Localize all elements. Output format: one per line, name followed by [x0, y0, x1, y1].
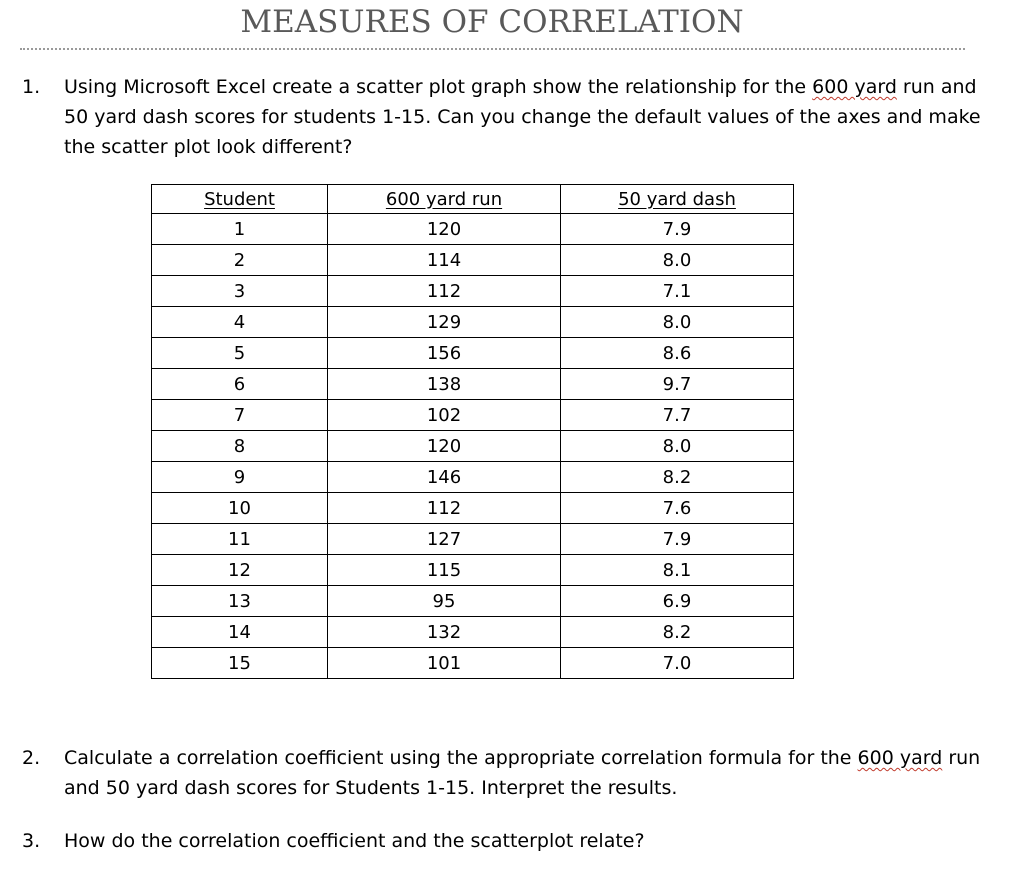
- run-600-cell: 120: [328, 214, 561, 245]
- student-cell: 9: [152, 462, 328, 493]
- dash-50-cell: 8.6: [561, 338, 794, 369]
- run-600-cell: 129: [328, 307, 561, 338]
- table-row: [152, 307, 794, 338]
- run-600-cell: 120: [328, 431, 561, 462]
- run-600-cell: 112: [328, 493, 561, 524]
- spellcheck-flagged-text: 600 yard: [857, 747, 943, 769]
- student-cell: 10: [152, 493, 328, 524]
- dash-50-cell: 7.6: [561, 493, 794, 524]
- table-row: [152, 369, 794, 400]
- run-600-cell: 146: [328, 462, 561, 493]
- dash-50-cell: 7.9: [561, 214, 794, 245]
- student-cell: 2: [152, 245, 328, 276]
- run-600-cell: 127: [328, 524, 561, 555]
- table-row: [152, 400, 794, 431]
- dash-50-cell: 7.9: [561, 524, 794, 555]
- table-row: [152, 493, 794, 524]
- student-cell: 6: [152, 369, 328, 400]
- column-header-student: Student: [152, 185, 328, 214]
- dash-50-cell: 8.2: [561, 462, 794, 493]
- dash-50-cell: 6.9: [561, 586, 794, 617]
- run-600-cell: 102: [328, 400, 561, 431]
- run-600-cell: 95: [328, 586, 561, 617]
- question-text: [64, 72, 982, 162]
- student-cell: 7: [152, 400, 328, 431]
- scores-table: [151, 184, 794, 679]
- question-1: [22, 72, 982, 162]
- spellcheck-flagged-text: 600 yard: [812, 76, 897, 98]
- table-row: [152, 648, 794, 679]
- dash-50-cell: 8.2: [561, 617, 794, 648]
- student-cell: 14: [152, 617, 328, 648]
- student-cell: 11: [152, 524, 328, 555]
- table-row: [152, 555, 794, 586]
- column-header-600-yard-run: 600 yard run: [328, 185, 561, 214]
- dash-50-cell: 9.7: [561, 369, 794, 400]
- dash-50-cell: 8.1: [561, 555, 794, 586]
- dash-50-cell: 7.0: [561, 648, 794, 679]
- question-text: [64, 743, 982, 803]
- student-cell: 1: [152, 214, 328, 245]
- table-row: [152, 586, 794, 617]
- dash-50-cell: 8.0: [561, 245, 794, 276]
- run-600-cell: 101: [328, 648, 561, 679]
- student-cell: 12: [152, 555, 328, 586]
- table-row: [152, 524, 794, 555]
- run-600-cell: 112: [328, 276, 561, 307]
- student-cell: 3: [152, 276, 328, 307]
- table-row: [152, 338, 794, 369]
- dash-50-cell: 7.7: [561, 400, 794, 431]
- run-600-cell: 138: [328, 369, 561, 400]
- question-number: 3.: [22, 830, 41, 852]
- table-row: [152, 214, 794, 245]
- question-3: [22, 826, 982, 856]
- table-row: [152, 462, 794, 493]
- question-text-part: run and 50 yard dash scores for students 1-15. Can you change the default values of the axes and make the scatter plot look different?: [64, 76, 981, 158]
- run-600-cell: 156: [328, 338, 561, 369]
- question-number: 2.: [22, 747, 41, 769]
- question-text-part: Calculate a correlation coefficient using the appropriate correlation formula for the: [64, 747, 858, 769]
- dash-50-cell: 8.0: [561, 431, 794, 462]
- question-number: 1.: [22, 76, 41, 98]
- run-600-cell: 115: [328, 555, 561, 586]
- student-cell: 13: [152, 586, 328, 617]
- title-divider: [20, 48, 965, 50]
- table-row: [152, 276, 794, 307]
- dash-50-cell: 7.1: [561, 276, 794, 307]
- question-text-part: run and 50 yard dash scores for Students 1-15. Interpret the results.: [64, 747, 981, 799]
- dash-50-cell: 8.0: [561, 307, 794, 338]
- run-600-cell: 132: [328, 617, 561, 648]
- student-cell: 15: [152, 648, 328, 679]
- student-cell: 4: [152, 307, 328, 338]
- page-title: MEASURES OF CORRELATION: [240, 4, 744, 40]
- question-text-part: Using Microsoft Excel create a scatter plot graph show the relationship for the: [64, 76, 813, 98]
- table-header-row: [152, 185, 794, 214]
- question-2: [22, 743, 982, 803]
- run-600-cell: 114: [328, 245, 561, 276]
- question-text: How do the correlation coefficient and the scatterplot relate?: [64, 830, 645, 852]
- table-row: [152, 617, 794, 648]
- column-header-50-yard-dash: 50 yard dash: [561, 185, 794, 214]
- student-cell: 5: [152, 338, 328, 369]
- table-row: [152, 431, 794, 462]
- student-cell: 8: [152, 431, 328, 462]
- table-row: [152, 245, 794, 276]
